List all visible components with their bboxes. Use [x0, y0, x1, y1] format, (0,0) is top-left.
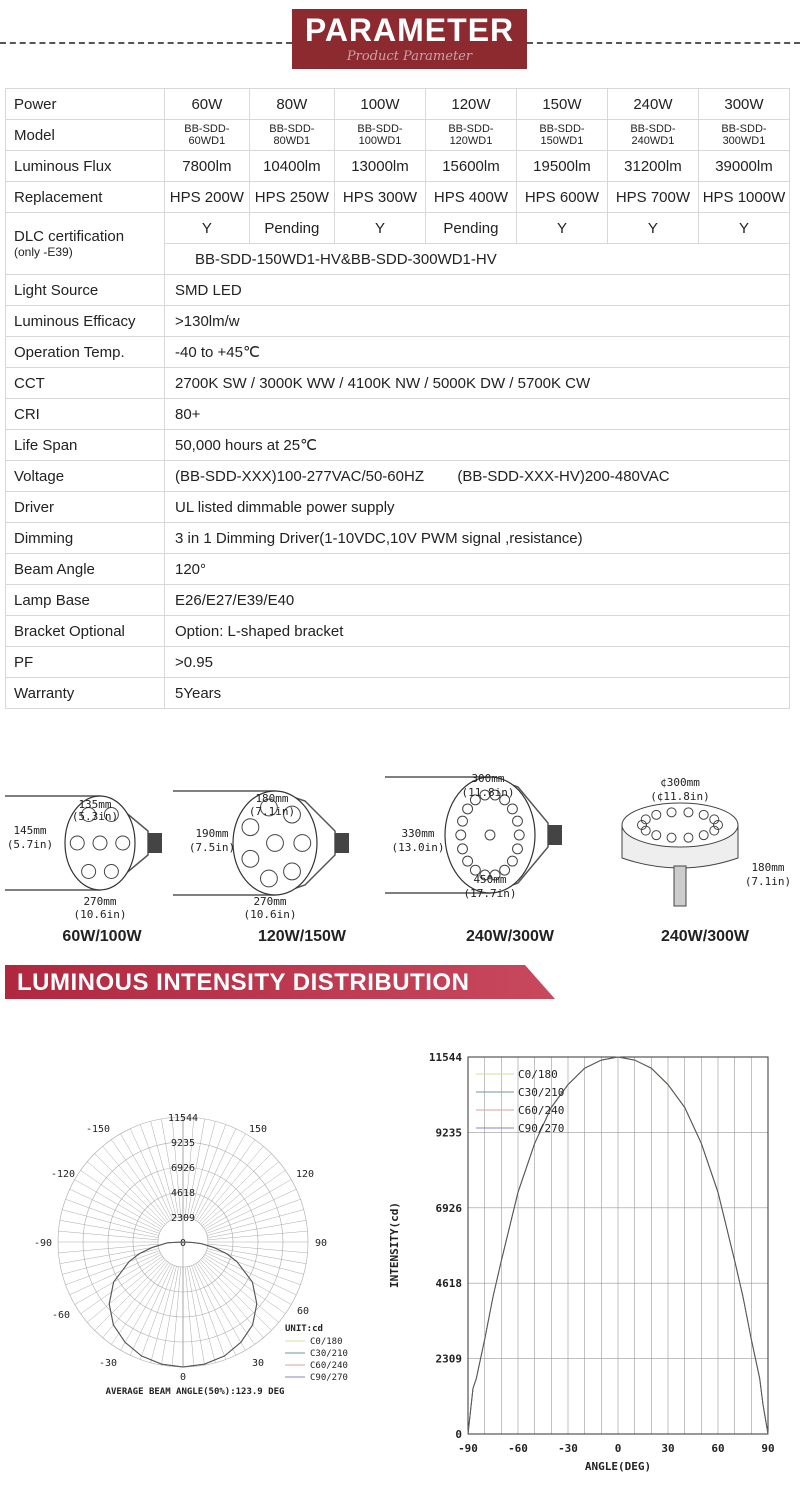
x-tick: 60 [711, 1442, 725, 1455]
angle-label: -30 [98, 1358, 118, 1369]
polar-spoke [151, 1266, 177, 1363]
angle-label: 60 [296, 1306, 310, 1317]
radial-tick: 11544 [167, 1113, 199, 1124]
x-tick: -30 [558, 1442, 578, 1455]
lamp-base [335, 833, 349, 853]
dim-height: 180mm [751, 861, 785, 874]
polar-spoke [161, 1267, 178, 1365]
cell-dlc: Pending [249, 213, 334, 244]
row-value: >130lm/w [165, 306, 790, 337]
polar-spoke [121, 1264, 171, 1351]
table-row [6, 430, 790, 461]
cell-model: BB-SDD-300WD1 [698, 120, 789, 151]
legend-label: C30/210 [310, 1349, 348, 1359]
row-value: E26/E27/E39/E40 [165, 585, 790, 616]
table-row [6, 678, 790, 709]
legend-label: C0/180 [310, 1337, 343, 1347]
cell-replacement: HPS 600W [516, 182, 607, 213]
dim-height: 330mm [401, 827, 435, 840]
row-label: Replacement [6, 182, 165, 213]
polar-spoke [199, 1146, 263, 1223]
table-row [6, 461, 790, 492]
radial-tick: 2309 [170, 1213, 196, 1224]
row-label: Warranty [6, 678, 165, 709]
table-row [6, 492, 790, 523]
row-value: UL listed dimmable power supply [165, 492, 790, 523]
polar-spoke [103, 1146, 167, 1223]
row-value: SMD LED [165, 275, 790, 306]
angle-label: -120 [50, 1169, 76, 1180]
legend-label: C60/240 [310, 1361, 348, 1371]
table-row [6, 616, 790, 647]
page-title: PARAMETER [304, 12, 515, 48]
x-axis-label: ANGLE(DEG) [584, 1460, 652, 1473]
dim-height-in: (7.1in) [744, 875, 792, 888]
table-row [6, 647, 790, 678]
cell-power: 80W [249, 89, 334, 120]
y-tick: 2309 [435, 1352, 462, 1366]
radial-tick: 0 [179, 1238, 187, 1249]
cell-power: 100W [334, 89, 425, 120]
row-value: 5Years [165, 678, 790, 709]
legend-label: C30/210 [518, 1086, 565, 1099]
cell-flux: 10400lm [249, 151, 334, 182]
polar-spoke [121, 1134, 171, 1221]
polar-unit: UNIT:cd [285, 1324, 323, 1334]
angle-label: 120 [295, 1169, 315, 1180]
cell-flux: 31200lm [607, 151, 698, 182]
x-tick: 90 [761, 1442, 775, 1455]
x-tick: -60 [508, 1442, 528, 1455]
dim-length: 270mm [83, 895, 117, 908]
cell-model: BB-SDD-100WD1 [334, 120, 425, 151]
radial-tick: 6926 [170, 1163, 196, 1174]
polar-spoke [205, 1255, 292, 1305]
table-row [6, 523, 790, 554]
table-row-power [6, 89, 790, 120]
cell-flux: 7800lm [165, 151, 250, 182]
row-label: Driver [6, 492, 165, 523]
y-tick: 4618 [435, 1277, 462, 1291]
dim-height-in: (7.5in) [188, 841, 236, 854]
highbay-neck [674, 866, 686, 906]
table-row [6, 585, 790, 616]
y-tick: 9235 [435, 1126, 462, 1140]
row-label: Bracket Optional [6, 616, 165, 647]
polar-spoke [70, 1253, 161, 1295]
dlc-label: DLC certification [14, 228, 125, 245]
lamp-base [548, 825, 562, 845]
dim-height: 190mm [195, 827, 229, 840]
cell-power: 300W [698, 89, 789, 120]
table-row [6, 275, 790, 306]
polar-spoke [202, 1162, 279, 1226]
angle-label: 30 [251, 1358, 265, 1369]
polar-spoke [187, 1267, 204, 1365]
cell-dlc: Y [607, 213, 698, 244]
cell-flux: 13000lm [334, 151, 425, 182]
angle-label: -90 [33, 1238, 53, 1249]
dim-length: 270mm [253, 895, 287, 908]
table-row [6, 554, 790, 585]
dim-width: 300mm [471, 772, 505, 785]
row-label: Voltage [6, 461, 165, 492]
row-value: 3 in 1 Dimming Driver(1-10VDC,10V PWM signal ,resistance) [165, 523, 790, 554]
polar-spoke [207, 1248, 304, 1274]
polar-spoke [130, 1129, 172, 1220]
row-value: 120° [165, 554, 790, 585]
radial-tick: 4618 [170, 1188, 196, 1199]
dim-height-in: (13.0in) [391, 841, 445, 854]
polar-spoke [75, 1180, 162, 1230]
dimension-label: 60W/100W [62, 928, 142, 945]
row-label: Model [6, 120, 165, 151]
dimension-label: 240W/300W [660, 928, 750, 945]
cell-dlc: Y [165, 213, 250, 244]
table-row [6, 399, 790, 430]
polar-spoke [103, 1261, 167, 1338]
y-tick: 11544 [428, 1051, 462, 1064]
angle-label: 90 [314, 1238, 328, 1249]
polar-intensity-chart [33, 1100, 370, 1400]
cell-replacement: HPS 400W [425, 182, 516, 213]
polar-spoke [206, 1189, 297, 1231]
table-row-flux [6, 151, 790, 182]
dim-height-in: (5.7in) [6, 838, 54, 851]
cell-replacement: HPS 1000W [698, 182, 789, 213]
y-tick: 0 [455, 1428, 462, 1441]
polar-spoke [206, 1253, 297, 1295]
row-value: Option: L-shaped bracket [165, 616, 790, 647]
polar-spoke [194, 1129, 236, 1220]
polar-spoke [208, 1220, 306, 1237]
polar-spoke [196, 1264, 246, 1351]
cell-dlc: Y [334, 213, 425, 244]
row-label: Light Source [6, 275, 165, 306]
table-row-dlc [6, 213, 790, 244]
polar-spoke [87, 1258, 164, 1322]
cell-flux: 19500lm [516, 151, 607, 182]
row-label: Operation Temp. [6, 337, 165, 368]
cell-replacement: HPS 250W [249, 182, 334, 213]
row-label: PF [6, 647, 165, 678]
y-axis-label: INTENSITY(cd) [388, 1201, 401, 1289]
polar-spoke [62, 1210, 159, 1236]
cell-flux: 15600lm [425, 151, 516, 182]
polar-spoke [130, 1265, 172, 1356]
dim-width-in: (11.8in) [461, 786, 515, 799]
cell-power: 60W [165, 89, 250, 120]
row-value: >0.95 [165, 647, 790, 678]
table-row-model [6, 120, 790, 151]
polar-spoke [189, 1266, 215, 1363]
polar-spoke [75, 1255, 162, 1305]
legend-label: C0/180 [518, 1068, 558, 1081]
cell-replacement: HPS 200W [165, 182, 250, 213]
row-label: Dimming [6, 523, 165, 554]
section-title: LUMINOUS INTENSITY DISTRIBUTION [17, 969, 470, 996]
dim-width: ¢300mm [660, 776, 700, 789]
row-label: Luminous Flux [6, 151, 165, 182]
page-subtitle: Product Parameter [346, 49, 473, 64]
x-tick: 0 [614, 1442, 622, 1455]
row-value: 80+ [165, 399, 790, 430]
intensity-line-chart [380, 1045, 800, 1485]
cell-replacement: HPS 700W [607, 182, 698, 213]
cell-power: 120W [425, 89, 516, 120]
polar-spoke [202, 1258, 279, 1322]
dim-length-in: (17.7in) [463, 887, 517, 900]
polar-spoke [207, 1210, 304, 1236]
divider-left [0, 42, 292, 44]
polar-spoke [60, 1220, 158, 1237]
angle-label: -150 [85, 1124, 111, 1135]
row-value: -40 to +45℃ [165, 337, 790, 368]
row-label: Luminous Efficacy [6, 306, 165, 337]
polar-spoke [87, 1162, 164, 1226]
legend-label: C90/270 [310, 1373, 348, 1383]
cell-dlc: Y [516, 213, 607, 244]
polar-spoke [208, 1246, 306, 1263]
dim-length-in: (10.6in) [243, 908, 297, 921]
table-row [6, 368, 790, 399]
row-label: Lamp Base [6, 585, 165, 616]
radial-tick: 9235 [170, 1138, 196, 1149]
dim-width-in: (¢11.8in) [650, 790, 710, 803]
x-tick: -90 [458, 1442, 478, 1455]
row-label: CCT [6, 368, 165, 399]
dlc-hv-models: BB-SDD-150WD1-HV&BB-SDD-300WD1-HV [165, 244, 790, 275]
dim-height: 145mm [13, 824, 47, 837]
dim-width-in: (5.3in) [71, 810, 119, 823]
beam-angle-note: AVERAGE BEAM ANGLE(50%):123.9 DEG [105, 1387, 285, 1397]
cell-flux: 39000lm [698, 151, 789, 182]
dim-width: 135mm [78, 798, 112, 811]
section-banner [5, 965, 555, 999]
row-value: 2700K SW / 3000K WW / 4100K NW / 5000K DW / 5700K CW [165, 368, 790, 399]
y-tick: 6926 [435, 1201, 462, 1215]
angle-label: -60 [51, 1310, 71, 1321]
cell-dlc: Y [698, 213, 789, 244]
dim-width-in: (7.1in) [248, 805, 296, 818]
row-label: Power [6, 89, 165, 120]
polar-spoke [196, 1134, 246, 1221]
row-label: CRI [6, 399, 165, 430]
polar-spoke [70, 1189, 161, 1231]
polar-spoke [199, 1261, 263, 1338]
legend-label: C90/270 [518, 1122, 565, 1135]
polar-spoke [194, 1265, 236, 1356]
divider-right [527, 42, 800, 44]
dlc-note: (only -E39) [14, 245, 73, 259]
angle-label: 150 [248, 1124, 268, 1135]
polar-spoke [60, 1246, 158, 1263]
lamp-base [148, 833, 162, 853]
cell-model: BB-SDD-80WD1 [249, 120, 334, 151]
cell-power: 240W [607, 89, 698, 120]
cell-dlc: Pending [425, 213, 516, 244]
polar-spoke [205, 1180, 292, 1230]
cell-model: BB-SDD-60WD1 [165, 120, 250, 151]
cell-model: BB-SDD-120WD1 [425, 120, 516, 151]
cell-model: BB-SDD-150WD1 [516, 120, 607, 151]
table-row-replacement [6, 182, 790, 213]
dimension-label: 120W/150W [257, 928, 347, 945]
cell-power: 150W [516, 89, 607, 120]
cell-replacement: HPS 300W [334, 182, 425, 213]
highbay-face [622, 803, 738, 847]
x-tick: 30 [661, 1442, 675, 1455]
row-label [6, 213, 165, 275]
table-row [6, 306, 790, 337]
dim-length: 450mm [473, 873, 507, 886]
row-label: Beam Angle [6, 554, 165, 585]
polar-spoke [62, 1248, 159, 1274]
table-row [6, 337, 790, 368]
parameter-table [5, 88, 790, 709]
legend-label: C60/240 [518, 1104, 565, 1117]
dimension-label: 240W/300W [465, 928, 555, 945]
dim-width: 180mm [255, 792, 289, 805]
cell-model: BB-SDD-240WD1 [607, 120, 698, 151]
row-value: (BB-SDD-XXX)100-277VAC/50-60HZ (BB-SDD-XXX-HV)200-480VAC [165, 461, 790, 492]
angle-label: 0 [179, 1372, 187, 1383]
page-title-box [292, 9, 527, 69]
row-label: Life Span [6, 430, 165, 461]
dim-length-in: (10.6in) [73, 908, 127, 921]
row-value: 50,000 hours at 25℃ [165, 430, 790, 461]
